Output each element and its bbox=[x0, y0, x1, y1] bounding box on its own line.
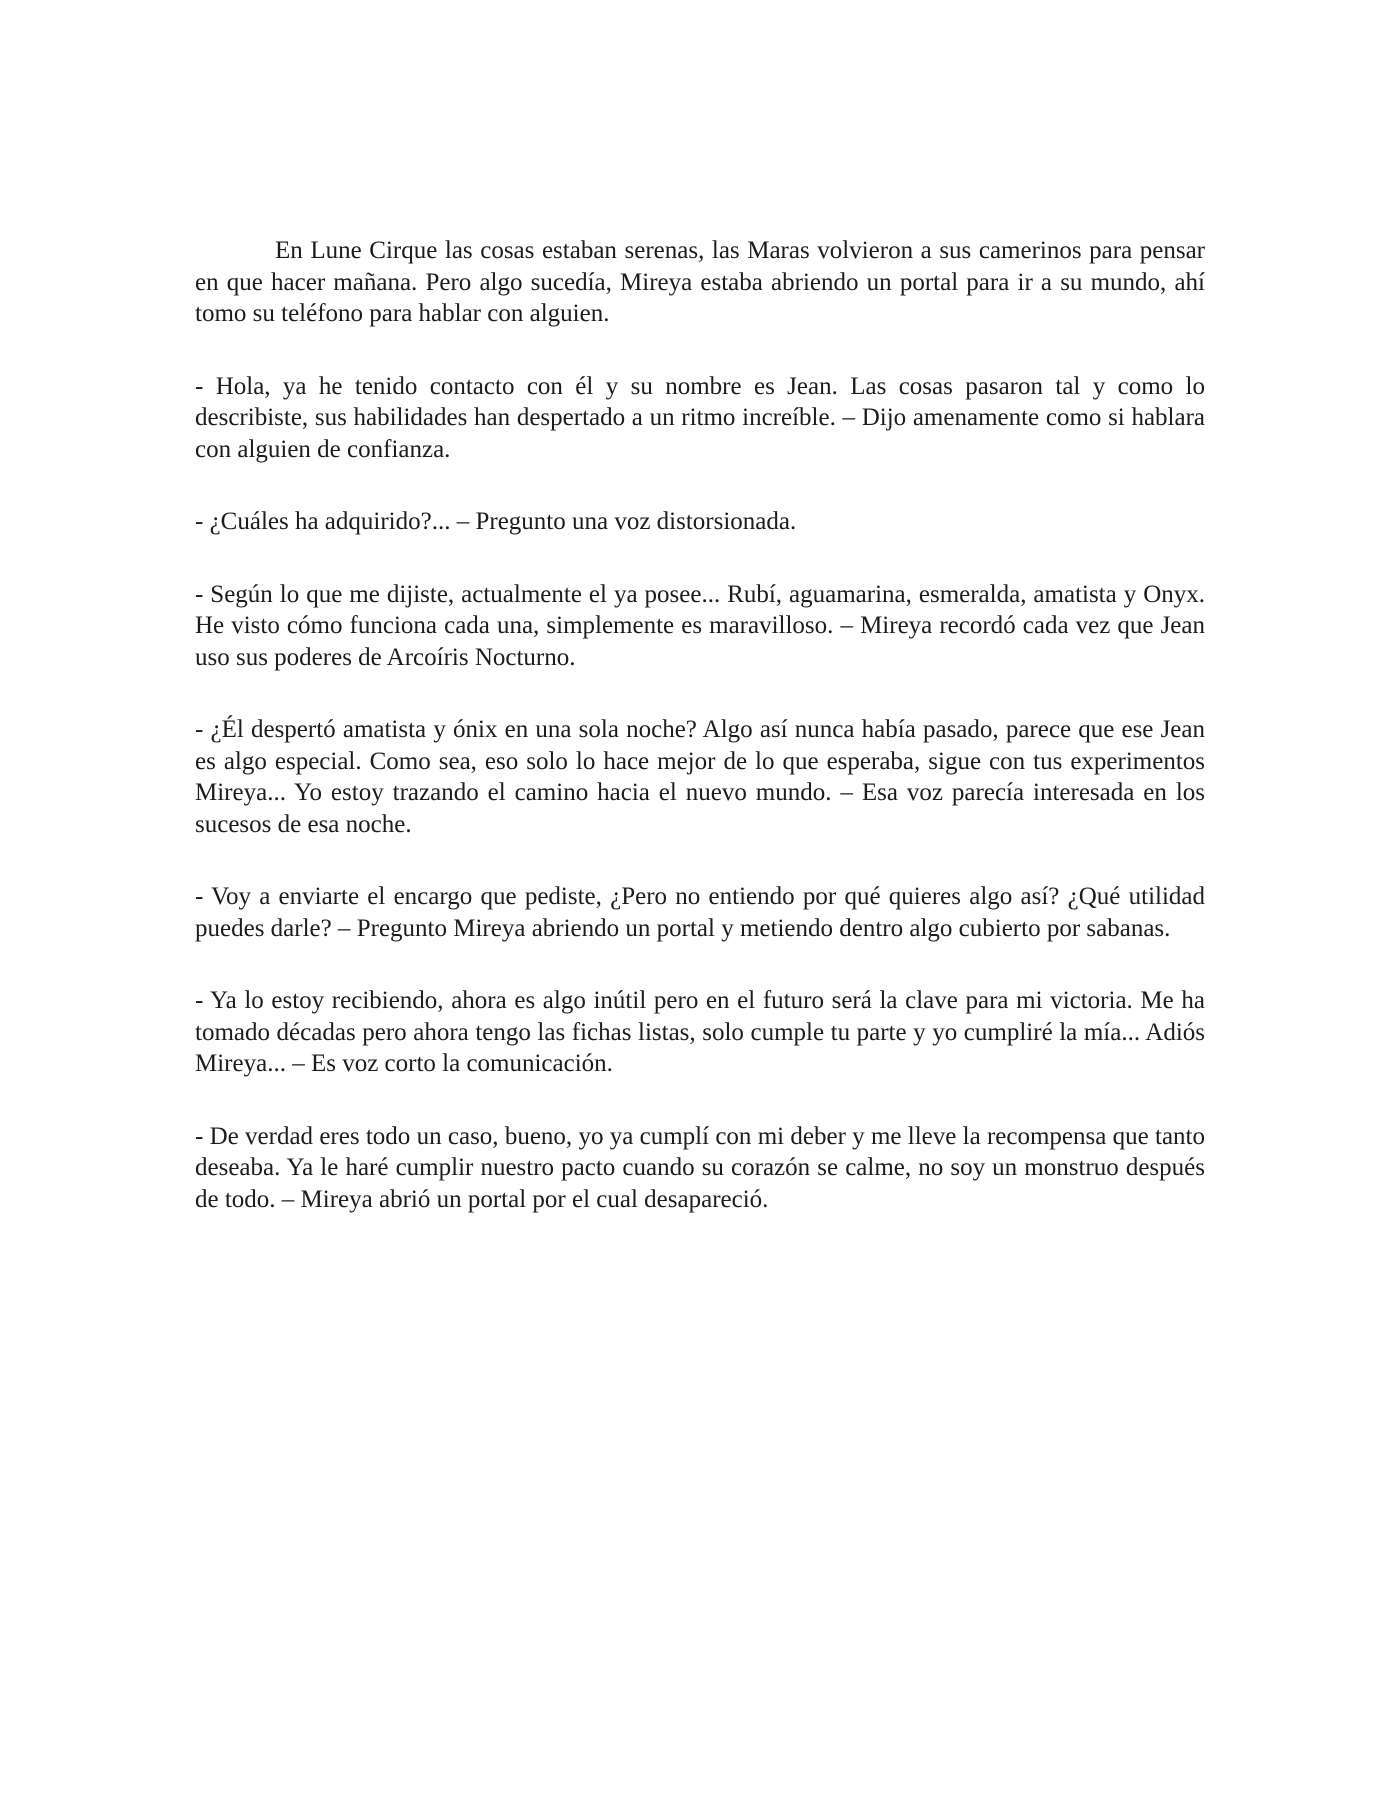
paragraph-6: - Voy a enviarte el encargo que pediste, ¿Pero no entiendo por qué quieres algo así? ¿Qué utilidad puedes darle? – Pregunto Mireya abriendo un portal y metiendo dentro algo cubierto por sabanas. bbox=[195, 883, 1205, 942]
paragraph-1: En Lune Cirque las cosas estaban serenas, las Maras volvieron a sus camerinos para pensar en que hacer mañana. Pero algo sucedía, Mireya estaba abriendo un portal para ir a su mundo, ahí tomo su teléfono para hablar con alguien. bbox=[195, 237, 1205, 327]
paragraph-4: - Según lo que me dijiste, actualmente el ya posee... Rubí, aguamarina, esmeralda, amatista y Onyx. He visto cómo funciona cada una, simplemente es maravilloso. – Mireya recordó cada vez que Jean uso sus poderes de Arcoíris Nocturno. bbox=[195, 580, 1205, 671]
paragraph-8: - De verdad eres todo un caso, bueno, yo ya cumplí con mi deber y me lleve la recompensa que tanto deseaba. Ya le haré cumplir nuestro pacto cuando su corazón se calme, no soy un monstruo después de todo. – Mireya abrió un portal por el cual desapareció. bbox=[195, 1122, 1205, 1213]
paragraph-5: - ¿Él despertó amatista y ónix en una sola noche? Algo así nunca había pasado, parece que ese Jean es algo especial. Como sea, eso solo lo hace mejor de lo que esperaba, sigue con tus experimentos Mireya... Yo estoy trazando el camino hacia el nuevo mundo. – Esa voz parecía interesada en los sucesos de esa noche. bbox=[195, 716, 1205, 838]
paragraph-3: - ¿Cuáles ha adquirido?... – Pregunto una voz distorsionada. bbox=[195, 508, 797, 535]
paragraph-2: - Hola, ya he tenido contacto con él y su nombre es Jean. Las cosas pasaron tal y como lo describiste, sus habilidades han despertado a un ritmo increíble. – Dijo amenamente como si hablara con alguien de confianza. bbox=[195, 372, 1205, 463]
document-body bbox=[195, 235, 1205, 1256]
paragraph-7: - Ya lo estoy recibiendo, ahora es algo inútil pero en el futuro será la clave para mi victoria. Me ha tomado décadas pero ahora tengo las fichas listas, solo cumple tu parte y yo cumpliré la mía... Adiós Mireya... – Es voz corto la comunicación. bbox=[195, 987, 1205, 1077]
